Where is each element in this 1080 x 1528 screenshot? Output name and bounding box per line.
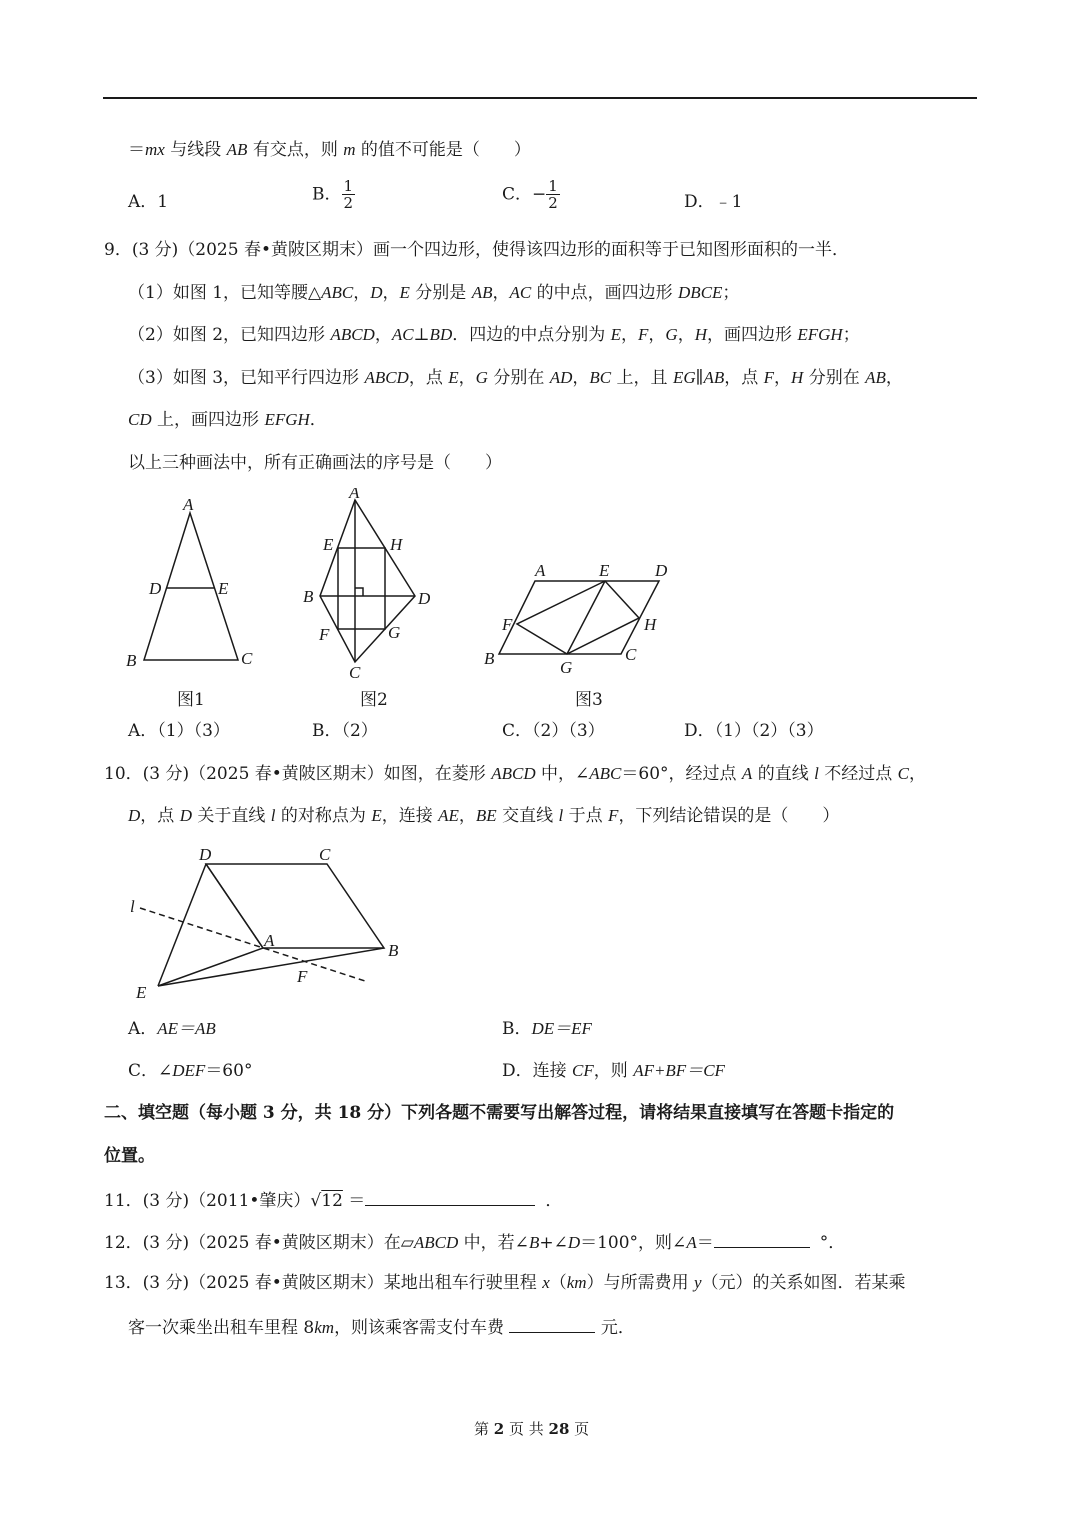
q10-figure (120, 840, 420, 1005)
section-2-heading: 二、填空题（每小题 3 分，共 18 分）下列各题不需要写出解答过程，请将结果直接填写在答题卡指定的 (104, 1103, 895, 1123)
figure-3 (499, 581, 659, 654)
q13-answer-blank[interactable] (509, 1314, 595, 1333)
fig1-label-e: E (218, 579, 229, 598)
q13-cont: 客一次乘坐出租车里程 8km，则该乘客需支付车费 元． (128, 1314, 635, 1340)
q12-answer-blank[interactable] (714, 1229, 810, 1248)
q9-option-c: C．（2）（3） (502, 721, 605, 741)
q9-case-1: （1）如图 1，已知等腰△ABC，D，E 分别是 AB，AC 的中点，画四边形 DBCE； (128, 283, 740, 303)
sqrt-symbol: √ (310, 1191, 322, 1211)
q9-case-3-cont: CD 上，画四边形 EFGH． (128, 410, 327, 430)
fig1-label-d: D (149, 579, 162, 598)
q8-option-c: C．− $\frac{1}{2}$ (502, 177, 558, 212)
q9-figures (120, 488, 700, 714)
fig1-caption: 图1 (177, 690, 205, 710)
fig2-label-c: C (349, 663, 361, 682)
fig2-label-e: E (323, 535, 334, 554)
q10-label-c: C (319, 845, 331, 864)
fig3-label-d: D (655, 561, 668, 580)
q8-option-b: B． $\frac{1}{2}$ (312, 177, 354, 212)
parallelogram-symbol: ▱ (400, 1233, 414, 1253)
q10-stem-cont: D，点 D 关于直线 l 的对称点为 E，连接 AE，BE 交直线 l 于点 F，下列结论错误的是（ ） (128, 806, 840, 826)
q10-label-e: E (136, 983, 147, 1002)
fig3-label-h: H (644, 615, 657, 634)
fig2-label-h: H (390, 535, 403, 554)
q9-option-d: D．（1）（2）（3） (684, 721, 824, 741)
q9-case-2: （2）如图 2，已知四边形 ABCD，AC⊥BD．四边的中点分别为 E，F，G，H，画四边形 EFGH； (128, 325, 860, 345)
q10-option-a: A．AE＝AB (128, 1019, 216, 1039)
fig2-label-g: G (388, 623, 401, 642)
header-rule (103, 97, 977, 99)
page-footer: 第 2 页 共 28 页 (474, 1420, 590, 1438)
fig3-caption: 图3 (575, 690, 603, 710)
fig3-label-f: F (502, 615, 513, 634)
q8-option-a: A．1 (128, 192, 169, 212)
q11-answer-blank[interactable] (365, 1187, 535, 1206)
fig2-label-a: A (349, 488, 360, 502)
fig3-label-g: G (560, 658, 573, 677)
q9-case-3: （3）如图 3，已知平行四边形 ABCD，点 E，G 分别在 AD，BC 上，且 EG∥AB，点 F，H 分别在 AB， (128, 368, 903, 388)
q9-stem: 9．(3 分)（2025 春•黄陂区期末）画一个四边形，使得该四边形的面积等于已知图形面积的一半． (104, 240, 849, 260)
q10-label-l: l (130, 897, 135, 916)
fig1-label-b: B (126, 651, 137, 670)
q10-label-b: B (388, 941, 399, 960)
q9-option-b: B．（2） (312, 721, 378, 741)
fig2-caption: 图2 (360, 690, 388, 710)
fig3-label-c: C (625, 645, 637, 664)
fig3-label-b: B (484, 649, 495, 668)
q10-option-b: B．DE＝EF (502, 1019, 592, 1039)
q11: 11．(3 分)（2011•肇庆）√12 ＝ ． (104, 1187, 562, 1213)
q10-label-d: D (199, 845, 212, 864)
fig2-label-b: B (303, 587, 314, 606)
q10-option-c: C．∠DEF＝60° (128, 1061, 253, 1081)
section-2-heading-cont: 位置。 (104, 1146, 155, 1166)
q9-question: 以上三种画法中，所有正确画法的序号是（ ） (128, 453, 502, 473)
fig2-label-d: D (418, 589, 431, 608)
q8-option-d: D．﹣1 (684, 192, 743, 212)
q10-label-a: A (264, 931, 275, 950)
fig1-label-a: A (183, 495, 194, 514)
fig3-label-e: E (599, 561, 610, 580)
q10-option-d: D．连接 CF，则 AF+BF＝CF (502, 1061, 725, 1081)
q9-option-a: A．（1）（3） (128, 721, 230, 741)
fig1-label-c: C (241, 649, 253, 668)
q8-continuation: ＝mx 与线段 AB 有交点，则 m 的值不可能是（ ） (128, 140, 531, 160)
fig3-label-a: A (535, 561, 546, 580)
q12: 12．(3 分)（2025 春•黄陂区期末）在▱ABCD 中，若∠B+∠D＝100°，则∠A＝ °． (104, 1229, 845, 1255)
figure-2 (320, 500, 415, 662)
q10-stem: 10．(3 分)（2025 春•黄陂区期末）如图，在菱形 ABCD 中，∠ABC＝60°，经过点 A 的直线 l 不经过点 C， (104, 764, 927, 784)
fig2-label-f: F (319, 625, 330, 644)
q13: 13．(3 分)（2025 春•黄陂区期末）某地出租车行驶里程 x（km）与所需费用 y（元）的关系如图．若某乘 (104, 1273, 906, 1293)
q10-label-f: F (297, 967, 308, 986)
